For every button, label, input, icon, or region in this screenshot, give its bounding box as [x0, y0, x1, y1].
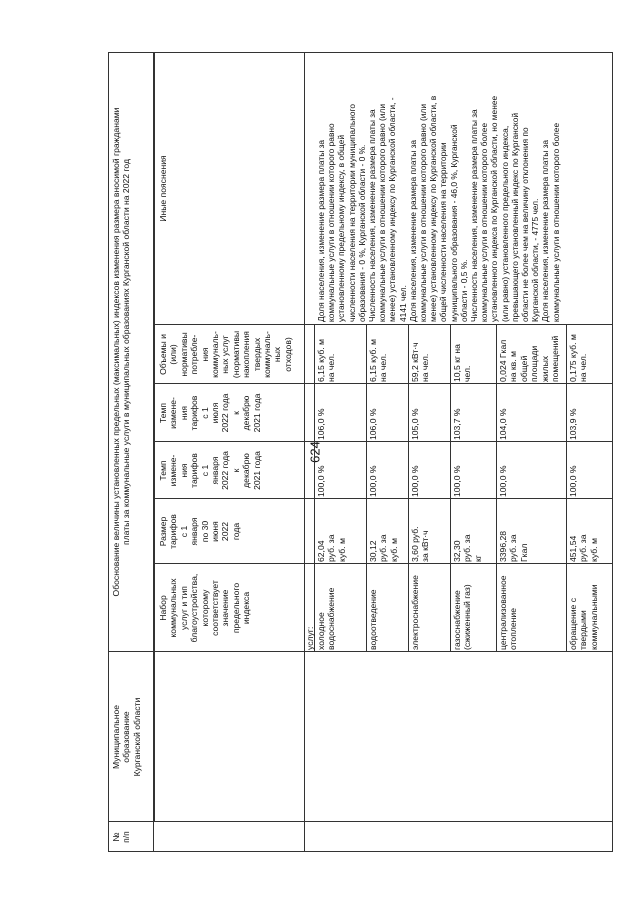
row-3-size: 3,60 руб. за кВт·ч	[410, 526, 431, 562]
row-1-service: холодное водоснабжение	[316, 587, 337, 650]
rotated-table	[108, 52, 613, 852]
subheader-volume: Объемы и (или) нормативы потребле- ния коммуналь- ных услуг (нормативы накопления твердых коммуналь- ных отходов)	[158, 330, 293, 379]
row-6-volume: 0,175 куб. м на чел.	[568, 334, 589, 382]
row-3-rate2: 105,0 %	[410, 408, 420, 440]
col-justification-header: Обоснование величины установленных предельных (максимальных) индексов изменения размера вносимой гражданами платы за коммунальные услуги в муниципальных образованиях Курганской области на 2022 год	[111, 107, 132, 597]
row-6-rate1: 100,0 %	[568, 465, 578, 497]
row-3-rate1: 100,0 %	[410, 465, 420, 497]
row-2-size: 30,12 руб. за куб. м	[368, 534, 399, 562]
row-6-size: 451,54 руб. за куб. м	[568, 534, 599, 562]
subheader-tariff-size: Размер тарифов с 1 января по 30 июня 2022 года	[158, 514, 241, 549]
row-6-rate2: 103,9 %	[568, 408, 578, 440]
col-municipality-header: Муниципальное образование Курганской области	[111, 697, 142, 777]
subheader-rate-jan: Темп измене- ния тарифов с 1 января 2022 года к декабрю 2021 года	[158, 451, 262, 490]
row-3-service: электроснабжение	[410, 575, 420, 650]
row-5-volume: 0,024 Гкал на кв. м общей площади жилых помещений	[498, 335, 561, 382]
subheader-service-set: Набор коммунальных услуг и тип благоустройства, которому соответствует значение предельного индекса	[158, 573, 252, 643]
row-0-service: услуг:	[305, 626, 315, 650]
row-5-service: централизованное отопление	[498, 575, 519, 650]
page-number: 624	[307, 441, 323, 463]
subheader-rate-jul: Темп измене- ния тарифов с 1 июля 2022 года к декабрю 2021 года	[158, 393, 262, 433]
row-4-size: 32,30 руб. за кг	[452, 534, 483, 562]
row-5-rate1: 100,0 %	[498, 465, 508, 497]
row-4-rate2: 103,7 %	[452, 408, 462, 440]
row-2-service: водоотведение	[368, 589, 378, 650]
row-5-rate2: 104,0 %	[498, 408, 508, 440]
row-4-volume: 10,5 кг на чел.	[452, 344, 473, 382]
row-2-volume: 6,15 куб. м на чел.	[368, 339, 389, 382]
row-4-rate1: 100,0 %	[452, 465, 462, 497]
row-1-rate1: 100,0 %	[316, 465, 326, 497]
row-6-service: обращение с твердыми коммунальными	[568, 584, 599, 650]
row-3-volume: 59,2 кВт·ч на чел.	[410, 342, 431, 382]
row-4-service: газоснабжение (сжиженный газ)	[452, 584, 473, 650]
row-5-size: 3396,28 руб. за Гкал	[498, 530, 529, 562]
row-2-rate2: 106,0 %	[368, 408, 378, 440]
notes-text: Доля населения, изменение размера платы за коммунальные услуги в отношении которого равно установленному предельному индексу, в общей численности населения на территории муниципального образования - 0 %, Курганской области - 0 %. Численность населения, изменение размера платы за коммунальные услуги в отношении которого равно (или менее) установленному индексу по Курганской области, - 4141 чел. Доля населения, изменение размера платы за коммунальные услуги в отношении которого равно (или менее) установленному индексу по Курганской области, в общей численности населения на территории муниципального образования - 46,0 %, Курганской области - 0,5 %. Численность населения, изменение размера платы за коммунальные услуги в отношении которого более установленного индекса по Курганской области, но менее (или равно) установленного предельного индекса, превышающего установленный индекс по Курганской области не более чем на величину отклонения по Курганской области, - 4775 чел. Доля населения, изменение размера платы за коммунальные услуги в отношении которого более	[316, 95, 561, 322]
row-2-rate1: 100,0 %	[368, 465, 378, 497]
subheader-notes: Иные пояснения	[158, 155, 168, 222]
col-num-header: № п/п	[111, 831, 132, 843]
row-1-rate2: 106,0 %	[316, 408, 326, 440]
row-1-size: 62,04 руб. за куб. м	[316, 534, 347, 562]
row-1-volume: 6,15 куб. м на чел.	[316, 339, 337, 382]
